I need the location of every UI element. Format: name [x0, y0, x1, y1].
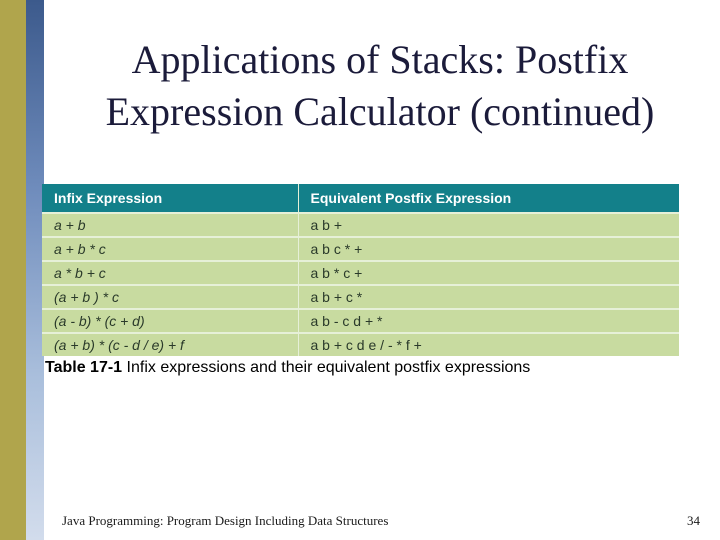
table-row: [42, 309, 679, 333]
infix-cell: (a - b) * (c + d): [42, 309, 298, 333]
table-row: [42, 237, 679, 261]
page-number: 34: [687, 513, 700, 528]
table-row: [42, 285, 679, 309]
table-row: [42, 213, 679, 237]
caption-text: Infix expressions and their equivalent postfix expressions: [122, 359, 531, 376]
header-postfix: Equivalent Postfix Expression: [298, 184, 679, 213]
infix-cell: a * b + c: [42, 261, 298, 285]
postfix-cell: a b - c d + *: [298, 309, 679, 333]
slide-title-line-2: Expression Calculator (continued): [105, 89, 655, 134]
infix-cell: (a + b ) * c: [42, 285, 298, 309]
header-infix: Infix Expression: [42, 184, 298, 213]
expression-table: [42, 184, 679, 356]
postfix-cell: a b * c +: [298, 261, 679, 285]
infix-cell: (a + b) * (c - d / e) + f: [42, 333, 298, 356]
table-row: [42, 261, 679, 285]
table-caption: [45, 359, 530, 377]
table-header-row: [42, 184, 679, 213]
slide-title: [60, 34, 700, 138]
postfix-cell: a b + c d e / - * f +: [298, 333, 679, 356]
postfix-cell: a b + c *: [298, 285, 679, 309]
postfix-cell: a b +: [298, 213, 679, 237]
table-row: [42, 333, 679, 356]
postfix-cell: a b c * +: [298, 237, 679, 261]
infix-cell: a + b: [42, 213, 298, 237]
left-olive-bar: [0, 0, 26, 540]
infix-cell: a + b * c: [42, 237, 298, 261]
slide-title-line-1: Applications of Stacks: Postfix: [131, 37, 629, 82]
footer-text: Java Programming: Program Design Including Data Structures: [62, 513, 389, 528]
caption-label: Table 17-1: [45, 359, 123, 376]
